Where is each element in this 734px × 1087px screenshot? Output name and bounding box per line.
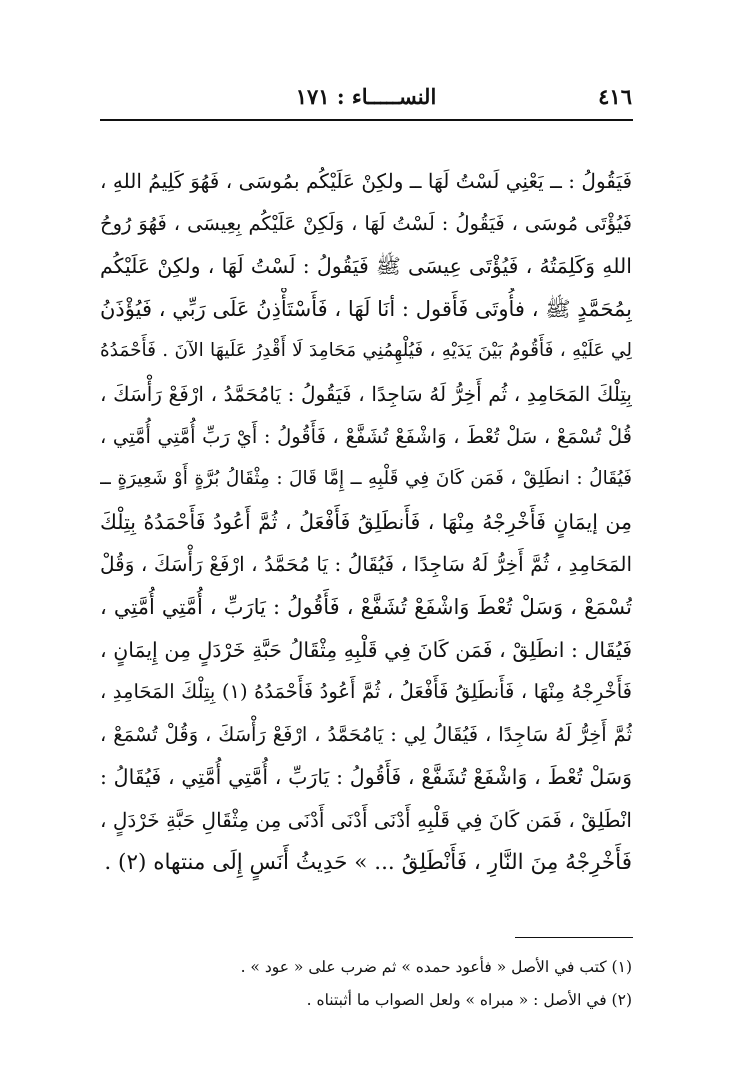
header-rule bbox=[100, 119, 633, 121]
body-text bbox=[100, 160, 632, 884]
text-line: اللهِ وَكَلِمَتُهُ ، فَيُؤْتَى عِيسَى ﷺ فَيَقُولُ : لَسْتُ لَهَا ، ولكِنْ عَلَيْكُم bbox=[100, 254, 632, 279]
text-line: تُسْمَعْ ، وَسَلْ تُعْطَ وَاشْفَعْ تُشَفَّعْ ، فَأَقُولُ : يَارَبِّ ، أُمَّتِي أُمَّتِي ، bbox=[100, 594, 632, 619]
text-line: قُلْ تُسْمَعْ ، سَلْ تُعْطَ ، وَاشْفَعْ تُشَفَّعْ ، فَأَقُولُ : أَيْ رَبِّ أُمَّتِي أُمَّتِي ، bbox=[100, 424, 632, 448]
page-number: ٤١٦ bbox=[598, 84, 632, 109]
text-line: فَأَخْرِجْهُ مِنْهَا ، فَأَنطَلِقُ فَأَفْعَلُ ، ثُمَّ أَعُودُ فَأَحْمَدُهُ (١) بِتِلْكَ المَحَامِدِ ، bbox=[100, 680, 632, 704]
text-line: بِمُحَمَّدٍ ﷺ ، فأُوتَى فَأَقول : أنَا لَهَا ، فَأَسْتَأْذِنُ عَلَى رَبِّي ، فَيُؤْذَنُ bbox=[100, 296, 632, 321]
text-line: فَأَخْرِجْهُ مِنَ النَّارِ ، فَأَنْطَلِقُ ... » حَدِيثُ أَنَسٍ إِلَى منتهاه (٢) . bbox=[104, 849, 632, 875]
footnote-rule bbox=[515, 937, 633, 938]
text-line: ثُمَّ أَخِرُّ لَهُ سَاجِدًا ، فَيُقَالُ لِي : يَامُحَمَّدُ ، ارْفَعْ رَأْسَكَ ، وَقُلْ تُسْمَعْ ، bbox=[100, 722, 632, 746]
footnote: (١) كتب في الأصل « فأعود حمده » ثم ضرب على « عود » . bbox=[240, 958, 632, 976]
text-line: فَيُقَالُ : انطَلِقْ ، فَمَن كَانَ فِي قَلْبِهِ ــ إِمَّا قَالَ : مِثْقَالُ بُرَّةٍ أَوْ شَعِيرَةٍ ــ bbox=[100, 468, 632, 490]
text-line: فَيُقَال : انطَلِقْ ، فَمَن كَانَ فِي قَلْبِهِ مِثْقَالُ حَبَّةِ خَرْدَلٍ مِن إِيمَانٍ ، bbox=[100, 637, 632, 662]
text-line: بِتِلْكَ المَحَامِدِ ، ثُم أَخِرُّ لَهُ سَاجِدًا ، فَيَقُولُ : يَامُحَمَّدُ ، ارْفَعْ رَأْسَكَ ، bbox=[100, 381, 632, 406]
text-line: مِن إيمَانٍ فَأَخْرِجْهُ مِنْهَا ، فَأَنطَلِقُ فَأَفْعَلُ ، ثُمَّ أَعُودُ فَأَحْمَدُهُ بِتِلْكَ bbox=[100, 509, 632, 534]
text-line: فَيَقُولُ : ــ يَعْنِي لَسْتُ لَهَا ــ ولكِنْ عَلَيْكُم بمُوسَى ، فَهُوَ كَلِيمُ اللهِ ، bbox=[100, 169, 632, 193]
footnote: (٢) في الأصل : « مبراه » ولعل الصواب ما أثبتناه . bbox=[306, 991, 632, 1009]
running-title: النســـــاء : ١٧١ bbox=[295, 84, 437, 109]
text-line: انْطَلِقْ ، فَمَن كَانَ فِي قَلْبِهِ أَدْنَى أَدْنَى أَدْنَى مِن مِثْقَالِ حَبَّةِ خَرْدَلٍ ، bbox=[100, 807, 632, 832]
text-line: وَسَلْ تُعْطَ ، وَاشْفَعْ تُشَفَّعْ ، فَأَقُولُ : يَارَبِّ ، أُمَّتِي أُمَّتِي ، فَيُقَالُ : bbox=[100, 765, 632, 790]
text-line: لِي عَلَيْهِ ، فَأَقُومُ بَيْنَ يَدَيْهِ ، فَيُلْهِمُنِي مَحَامِدَ لَا أَقْدِرُ عَلَيهَا الآنَ . فَأَحْمَدُهُ bbox=[100, 340, 632, 362]
footnotes bbox=[100, 951, 632, 1017]
text-line: المَحَامِدِ ، ثُمَّ أَخِرُّ لَهُ سَاجِدًا ، فَيُقَالُ : يَا مُحَمَّدُ ، ارْفَعْ رَأْسَكَ ، وَقُلْ bbox=[100, 552, 632, 577]
text-line: فَيُؤْتَى مُوسَى ، فَيَقُولُ : لَسْتُ لَهَا ، وَلَكِنْ عَلَيْكُم بِعِيسَى ، فَهُوَ رُوحُ bbox=[100, 211, 632, 235]
page-header bbox=[100, 84, 632, 114]
